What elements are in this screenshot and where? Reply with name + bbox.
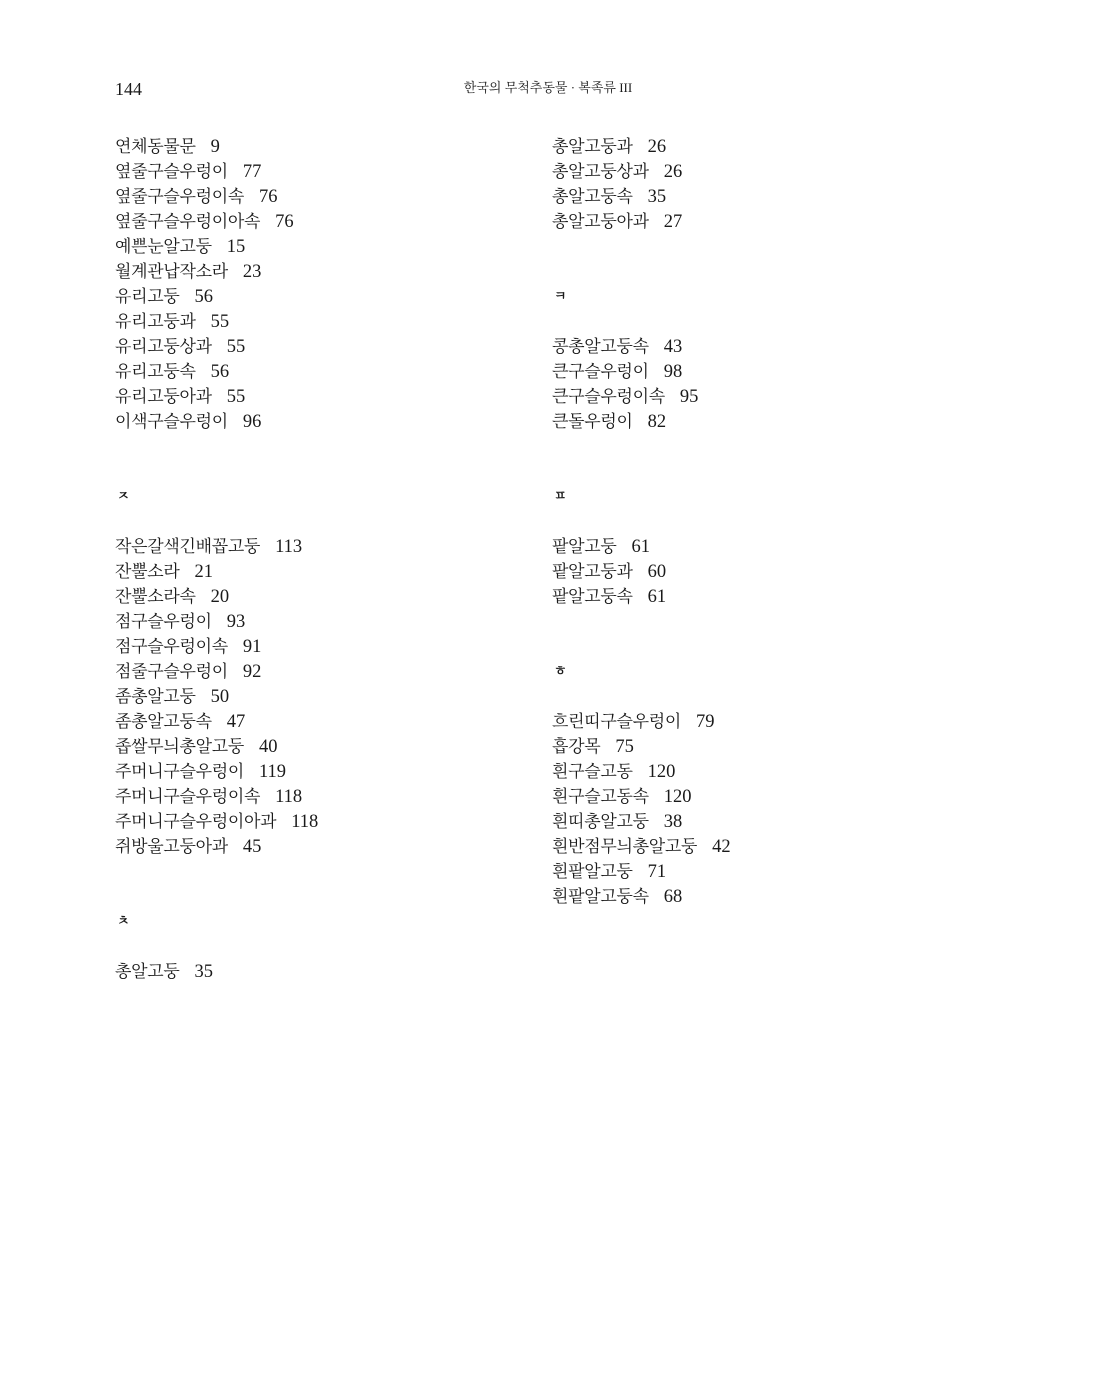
index-term: 점구슬우렁이속 <box>115 637 228 657</box>
page-reference: 76 <box>258 187 278 207</box>
index-term: 총알고둥아과 <box>552 212 649 232</box>
page-reference: 119 <box>258 762 287 782</box>
page-reference: 120 <box>663 787 692 807</box>
page-reference: 71 <box>647 862 667 882</box>
page-reference: 56 <box>210 362 230 382</box>
spacer <box>115 434 318 484</box>
index-term: 잔뿔소라속 <box>115 587 196 607</box>
page-reference: 82 <box>647 412 667 432</box>
page-reference: 79 <box>695 712 715 732</box>
page-reference: 26 <box>647 137 667 157</box>
index-entry <box>115 809 318 834</box>
index-term: 큰돌우렁이 <box>552 412 633 432</box>
spacer <box>115 509 318 534</box>
index-term: 큰구슬우렁이 <box>552 362 649 382</box>
page-reference: 35 <box>647 187 667 207</box>
index-entry <box>115 284 318 309</box>
index-entry <box>552 334 731 359</box>
page-reference: 68 <box>663 887 683 907</box>
index-term: 연체동물문 <box>115 137 196 157</box>
index-term: 점줄구슬우렁이 <box>115 662 228 682</box>
index-entry <box>115 309 318 334</box>
page-reference: 27 <box>663 212 683 232</box>
section-heading-h: ㅎ <box>554 664 567 679</box>
spacer <box>552 684 731 709</box>
index-term: 옆줄구슬우렁이속 <box>115 187 244 207</box>
index-term: 월계관납작소라 <box>115 262 228 282</box>
page-reference: 118 <box>291 812 319 832</box>
index-entry <box>115 234 318 259</box>
index-group <box>552 334 731 434</box>
index-term: 유리고둥아과 <box>115 387 212 407</box>
spacer <box>552 609 731 659</box>
index-entry <box>115 959 318 984</box>
index-group <box>552 534 731 609</box>
page-reference: 56 <box>194 287 213 307</box>
index-entry <box>552 709 731 734</box>
page-reference: 118 <box>275 787 303 807</box>
page-reference: 55 <box>226 337 246 357</box>
index-entry <box>115 259 318 284</box>
page-reference: 91 <box>242 637 262 657</box>
index-term: 좀총알고둥 <box>115 687 196 707</box>
spacer <box>552 434 731 484</box>
index-entry <box>115 159 318 184</box>
index-term: 옆줄구슬우렁이아속 <box>115 212 261 232</box>
page-reference: 61 <box>631 537 650 557</box>
index-entry <box>115 659 318 684</box>
index-term: 이색구슬우렁이 <box>115 412 228 432</box>
index-entry <box>552 834 731 859</box>
index-term: 총알고둥상과 <box>552 162 649 182</box>
page-reference: 55 <box>210 312 230 332</box>
index-entry <box>115 209 318 234</box>
page-reference: 93 <box>226 612 246 632</box>
index-entry <box>552 209 731 234</box>
index-term: 주머니구슬우렁이 <box>115 762 244 782</box>
page-reference: 96 <box>242 412 262 432</box>
index-term: 콩총알고둥속 <box>552 337 649 357</box>
page-reference: 77 <box>242 162 262 182</box>
page-reference: 75 <box>615 737 634 757</box>
index-entry <box>552 159 731 184</box>
index-entry <box>552 359 731 384</box>
index-entry <box>552 809 731 834</box>
index-group <box>552 709 731 909</box>
page-reference: 40 <box>258 737 278 757</box>
index-entry <box>115 409 318 434</box>
index-entry <box>552 184 731 209</box>
index-term: 팥알고둥속 <box>552 587 633 607</box>
page-reference: 26 <box>663 162 683 182</box>
index-term: 좀총알고둥속 <box>115 712 212 732</box>
section-heading-p: ㅍ <box>554 489 567 504</box>
index-entry <box>115 609 318 634</box>
index-term: 흰구슬고동 <box>552 762 633 782</box>
index-term: 흰반점무늬총알고둥 <box>552 837 698 857</box>
spacer <box>552 509 731 534</box>
page-reference: 113 <box>275 537 303 557</box>
index-term: 좁쌀무늬총알고둥 <box>115 737 244 757</box>
index-group <box>552 134 731 234</box>
index-entry <box>552 384 731 409</box>
index-entry <box>115 634 318 659</box>
page-reference: 95 <box>679 387 699 407</box>
index-entry <box>115 384 318 409</box>
index-term: 흡강목 <box>552 737 601 757</box>
index-term: 잔뿔소라 <box>115 562 180 582</box>
page-reference: 21 <box>194 562 213 582</box>
page-reference: 47 <box>226 712 246 732</box>
index-entry <box>552 134 731 159</box>
index-term: 흰팥알고둥속 <box>552 887 649 907</box>
page-reference: 23 <box>242 262 262 282</box>
running-title <box>0 79 1100 97</box>
index-term: 유리고둥상과 <box>115 337 212 357</box>
index-term: 흰구슬고동속 <box>552 787 649 807</box>
index-entry <box>552 584 731 609</box>
index-group <box>115 534 318 859</box>
index-entry <box>115 734 318 759</box>
page-reference: 120 <box>647 762 676 782</box>
index-term: 흐린띠구슬우렁이 <box>552 712 681 732</box>
index-term: 흰띠총알고둥 <box>552 812 649 832</box>
index-term: 쥐방울고둥아과 <box>115 837 228 857</box>
section-heading-ch: ㅊ <box>117 914 130 929</box>
index-entry <box>115 784 318 809</box>
index-entry <box>115 184 318 209</box>
index-entry <box>552 559 731 584</box>
section-heading-j: ㅈ <box>117 489 130 504</box>
index-term: 큰구슬우렁이속 <box>552 387 665 407</box>
index-term: 총알고둥속 <box>552 187 633 207</box>
page-reference: 38 <box>663 812 683 832</box>
index-entry <box>115 709 318 734</box>
page-reference: 15 <box>226 237 246 257</box>
index-term: 작은갈색긴배꼽고둥 <box>115 537 261 557</box>
index-column-left <box>115 134 318 984</box>
page-reference: 50 <box>210 687 230 707</box>
index-term: 팥알고둥 <box>552 537 617 557</box>
index-entry <box>552 734 731 759</box>
index-term: 유리고둥 <box>115 287 180 307</box>
index-term: 점구슬우렁이 <box>115 612 212 632</box>
index-entry <box>115 334 318 359</box>
page-reference: 55 <box>226 387 246 407</box>
index-group <box>115 134 318 434</box>
index-term: 예쁜눈알고둥 <box>115 237 212 257</box>
index-entry <box>115 359 318 384</box>
index-entry <box>552 884 731 909</box>
index-entry <box>115 534 318 559</box>
index-term: 총알고둥 <box>115 962 180 982</box>
page-reference: 42 <box>712 837 731 857</box>
index-term: 옆줄구슬우렁이 <box>115 162 228 182</box>
index-term: 유리고둥속 <box>115 362 196 382</box>
index-term: 총알고둥과 <box>552 137 633 157</box>
spacer <box>115 859 318 909</box>
spacer <box>552 234 731 284</box>
section-heading-k: ㅋ <box>554 289 567 304</box>
page-reference: 76 <box>275 212 294 232</box>
spacer <box>115 934 318 959</box>
page-reference: 9 <box>210 137 220 157</box>
index-term: 유리고둥과 <box>115 312 196 332</box>
page-reference: 35 <box>194 962 213 982</box>
page-reference: 98 <box>663 362 683 382</box>
index-entry <box>115 584 318 609</box>
page-reference: 45 <box>242 837 262 857</box>
spacer <box>552 309 731 334</box>
index-term: 팥알고둥과 <box>552 562 633 582</box>
index-term: 흰팥알고둥 <box>552 862 633 882</box>
page-reference: 43 <box>663 337 683 357</box>
index-entry <box>115 759 318 784</box>
index-entry <box>552 409 731 434</box>
index-group <box>115 959 318 984</box>
page-reference: 92 <box>242 662 262 682</box>
running-title-text: 한국의 무척추동물 · 복족류 III <box>463 80 633 95</box>
page-reference: 60 <box>647 562 667 582</box>
index-entry <box>552 759 731 784</box>
index-entry <box>115 834 318 859</box>
index-term: 주머니구슬우렁이아과 <box>115 812 277 832</box>
page-number: 144 <box>115 79 142 99</box>
index-entry <box>552 534 731 559</box>
index-entry <box>115 559 318 584</box>
page-reference: 20 <box>210 587 230 607</box>
index-column-right <box>552 134 731 909</box>
index-entry <box>115 134 318 159</box>
index-entry <box>552 784 731 809</box>
index-entry <box>115 684 318 709</box>
index-term: 주머니구슬우렁이속 <box>115 787 261 807</box>
page-reference: 61 <box>647 587 667 607</box>
index-entry <box>552 859 731 884</box>
